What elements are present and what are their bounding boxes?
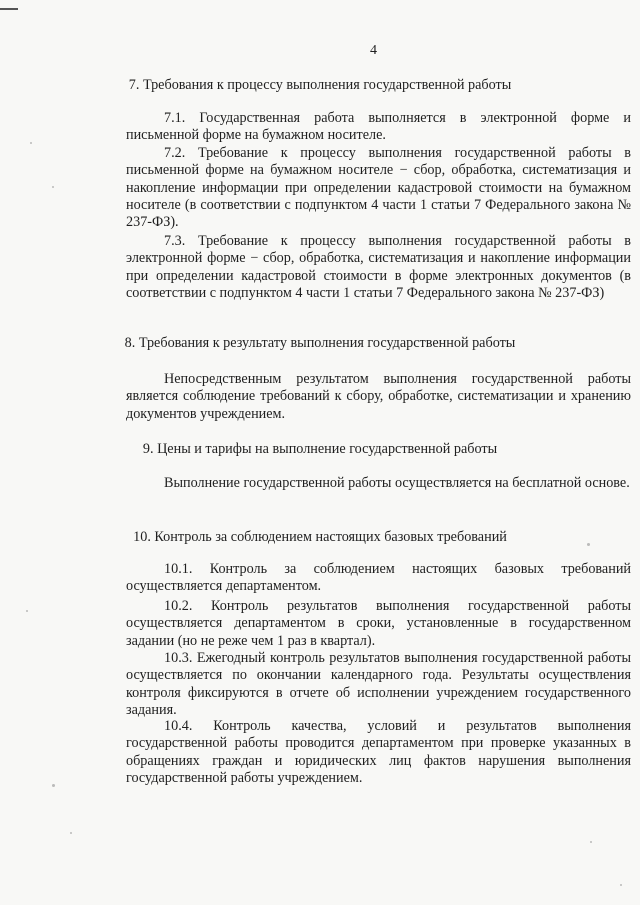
scan-speck — [587, 543, 590, 546]
scan-speck — [620, 884, 622, 886]
section-7-heading: 7. Требования к процессу выполнения государственной работы — [128, 77, 512, 93]
scan-speck — [70, 832, 72, 834]
paragraph-10-2: 10.2. Контроль результатов выполнения государственной работы осуществляется департаментом в сроки, установленные в государственном задании (но не реже чем 1 раз в квартал). — [126, 598, 631, 649]
paragraph-10-1: 10.1. Контроль за соблюдением настоящих базовых требований осуществляется департаментом. — [126, 561, 631, 595]
scan-edge-mark — [0, 8, 18, 10]
paragraph-7-2: 7.2. Требование к процессу выполнения государственной работы в письменной форме на бумажном носителе − сбор, обработка, систематизация и накопление информации при определении кадастровой стоимости на бумажном носителе (в соответствии с подпунктом 4 части 1 статьи 7 Федерального закона № 237-ФЗ). — [126, 145, 631, 231]
paragraph-10-4: 10.4. Контроль качества, условий и результатов выполнения государственной работы проводится департаментом при проверке указанных в обращениях граждан и юридических лиц фактов нарушения выполнения государственной работы учреждением. — [126, 718, 631, 786]
page-number: 4 — [370, 43, 377, 58]
section-9-heading: 9. Цены и тарифы на выполнение государственной работы — [142, 441, 498, 457]
paragraph-9-1: Выполнение государственной работы осуществляется на бесплатной основе. — [164, 475, 630, 491]
scan-speck — [590, 841, 592, 843]
section-10-heading: 10. Контроль за соблюдением настоящих базовых требований — [133, 529, 507, 545]
paragraph-7-1: 7.1. Государственная работа выполняется в электронной форме и письменной форме на бумажном носителе. — [126, 110, 631, 144]
scan-speck — [26, 610, 28, 612]
section-8-heading: 8. Требования к результату выполнения государственной работы — [124, 335, 516, 351]
scan-speck — [52, 784, 55, 787]
paragraph-10-3: 10.3. Ежегодный контроль результатов выполнения государственной работы осуществляется по окончании календарного года. Результаты осуществления контроля фиксируются в отчете об исполнении учреждением государственного задания. — [126, 650, 631, 718]
paragraph-8-1: Непосредственным результатом выполнения государственной работы является соблюдение требований к сбору, обработке, систематизации и хранению документов учреждением. — [126, 371, 631, 422]
paragraph-7-3: 7.3. Требование к процессу выполнения государственной работы в электронной форме − сбор, обработка, систематизация и накопление информации при определении кадастровой стоимости в форме электронных документов (в соответствии с подпунктом 4 части 1 статьи 7 Федерального закона № 237-ФЗ) — [126, 233, 631, 301]
scan-speck — [30, 142, 32, 144]
scan-speck — [52, 186, 54, 188]
